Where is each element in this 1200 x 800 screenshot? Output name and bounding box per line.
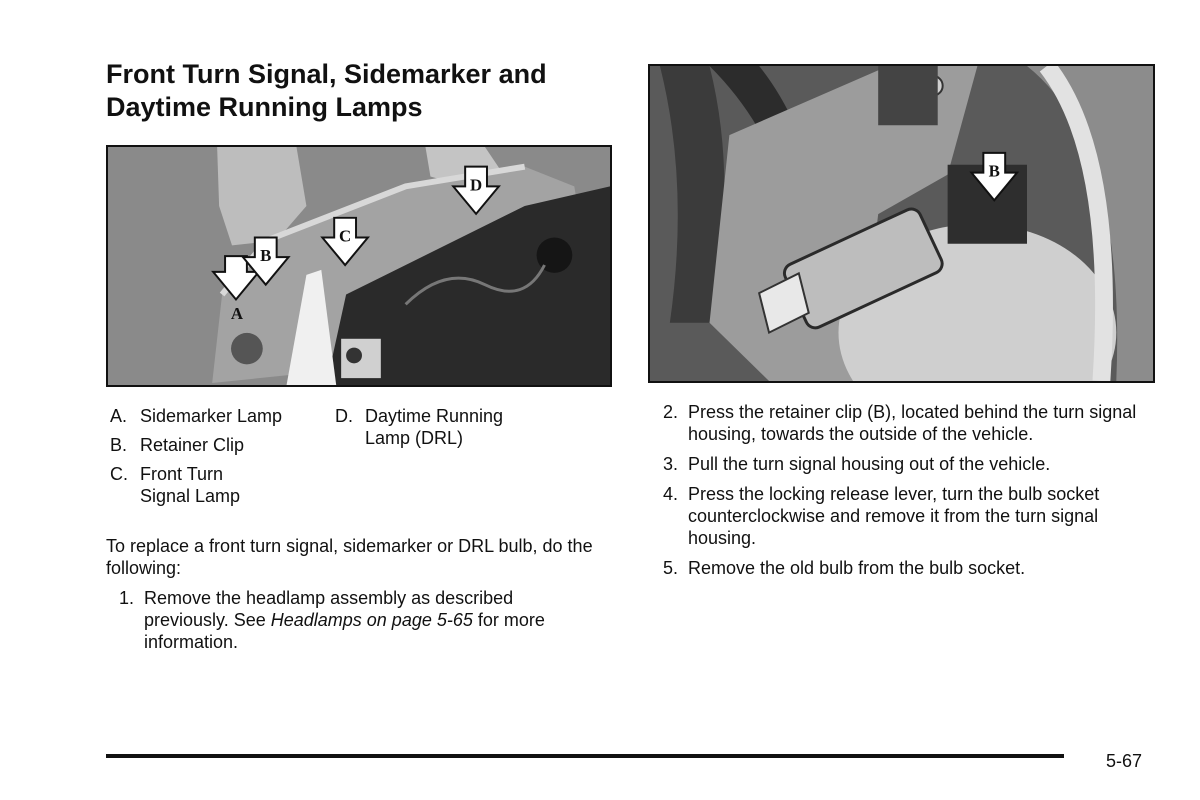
callout-b-label: B [260, 246, 272, 266]
step-number: 4. [662, 484, 678, 504]
legend-label: Daytime Running Lamp (DRL) [365, 406, 504, 448]
step-text-before: Remove the headlamp assembly as described previously. See [144, 588, 514, 630]
legend-key: B. [110, 435, 128, 455]
step-number: 5. [662, 558, 678, 578]
callout-b-label-right: B [988, 161, 1000, 181]
callout-d-label: D [469, 175, 483, 195]
step-number: 2. [662, 402, 678, 422]
list-item [650, 557, 1165, 579]
step-text: Press the retainer clip (B), located behind the turn signal housing, towards the outside of the vehicle. [688, 402, 1137, 444]
list-item [650, 401, 1165, 445]
legend-item-b [110, 434, 325, 456]
list-item [650, 483, 1165, 549]
figure-legend-left [110, 405, 325, 514]
page-title: Front Turn Signal, Sidemarker and Daytime Running Lamps [106, 59, 547, 122]
step-text [144, 587, 576, 653]
list-item [650, 453, 1165, 475]
callout-c-label: C [339, 226, 352, 246]
step-text: Press the locking release lever, turn the bulb socket counterclockwise and remove it from the turn signal housing. [688, 484, 1100, 548]
steps-list-left [106, 587, 576, 661]
step-text: Remove the old bulb from the bulb socket. [688, 558, 1026, 578]
bulb-socket-photo [648, 64, 1155, 383]
turn-signal-assembly-photo [106, 145, 612, 387]
headlamps-reference-link[interactable]: Headlamps on page 5-65 [270, 610, 473, 630]
legend-key: A. [110, 406, 128, 426]
legend-label: Sidemarker Lamp [140, 406, 283, 426]
legend-label: Front Turn Signal Lamp [140, 464, 241, 506]
step-text: Pull the turn signal housing out of the vehicle. [688, 454, 1051, 474]
legend-key: C. [110, 464, 128, 484]
legend-label: Retainer Clip [140, 435, 245, 455]
callout-a-label: A [230, 304, 244, 324]
step-text-after: for more information. [144, 610, 545, 652]
figure-legend-right [335, 405, 575, 456]
step-number: 3. [662, 454, 678, 474]
list-item [106, 587, 576, 653]
steps-list-right [650, 401, 1165, 587]
step-number: 1. [118, 588, 134, 608]
legend-key: D. [335, 406, 353, 426]
legend-item-a [110, 405, 325, 427]
legend-item-d [335, 405, 540, 449]
intro-paragraph: To replace a front turn signal, sidemarker or DRL bulb, do the following: [106, 536, 593, 578]
legend-item-c [110, 463, 270, 507]
footer-rule [106, 754, 1064, 758]
page-number: 5-67 [1106, 751, 1143, 771]
